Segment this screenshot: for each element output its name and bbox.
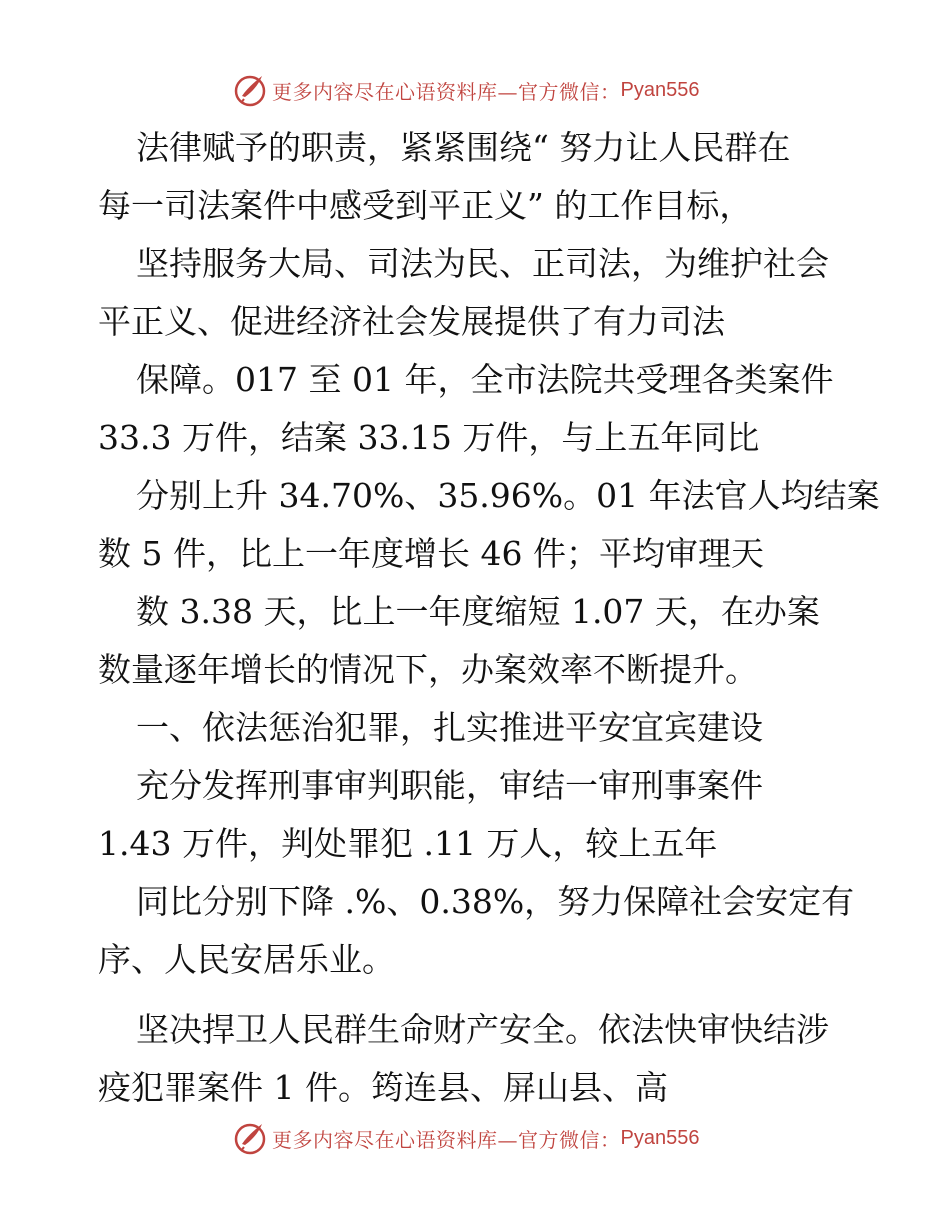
text-line: 1.43 万件，判处罪犯 .11 万人，较上五年: [98, 824, 718, 863]
text-line: 数 3.38 天，比上一年度缩短 1.07 天，在办案: [136, 592, 820, 631]
text-line: 充分发挥刑事审判职能，审结一审刑事案件: [136, 766, 763, 805]
text-line: 法律赋予的职责，紧紧围绕“ 努力让人民群在: [136, 128, 791, 167]
text-line: 同比分别下降 .%、0.38%，努力保障社会安定有: [136, 882, 855, 921]
footer-banner-text: 更多内容尽在心语资料库—官方微信：: [272, 1127, 621, 1152]
text-line: 平正义、促进经济社会发展提供了有力司法: [98, 302, 725, 341]
text-line: 数量逐年增长的情况下，办案效率不断提升。: [98, 650, 758, 689]
text-line: 序、人民安居乐业。: [98, 940, 395, 979]
text-line: 保障。017 至 01 年，全市法院共受理各类案件: [136, 360, 834, 399]
footer-banner-id: Pyan556: [620, 1126, 700, 1149]
text-line: 每一司法案件中感受到平正义” 的工作目标，: [98, 186, 753, 225]
text-line: 坚决捍卫人民群生命财产安全。依法快审快结涉: [136, 1010, 829, 1049]
header-banner-id: Pyan556: [620, 78, 700, 101]
header-banner-text: 更多内容尽在心语资料库—官方微信：: [272, 79, 621, 104]
quill-seal-logo-icon: [232, 1120, 268, 1156]
text-line: 33.3 万件，结案 33.15 万件，与上五年同比: [98, 418, 760, 457]
text-line: 疫犯罪案件 1 件。筠连县、屏山县、高: [98, 1068, 668, 1107]
text-line: 坚持服务大局、司法为民、正司法，为维护社会: [136, 244, 829, 283]
section-heading: 一、依法惩治犯罪，扎实推进平安宜宾建设: [136, 708, 763, 747]
footer-banner: [232, 1118, 699, 1158]
text-line: 分别上升 34.70%、35.96%。01 年法官人均结案: [136, 476, 880, 515]
text-line: 数 5 件，比上一年度增长 46 件；平均审理天: [98, 534, 764, 573]
